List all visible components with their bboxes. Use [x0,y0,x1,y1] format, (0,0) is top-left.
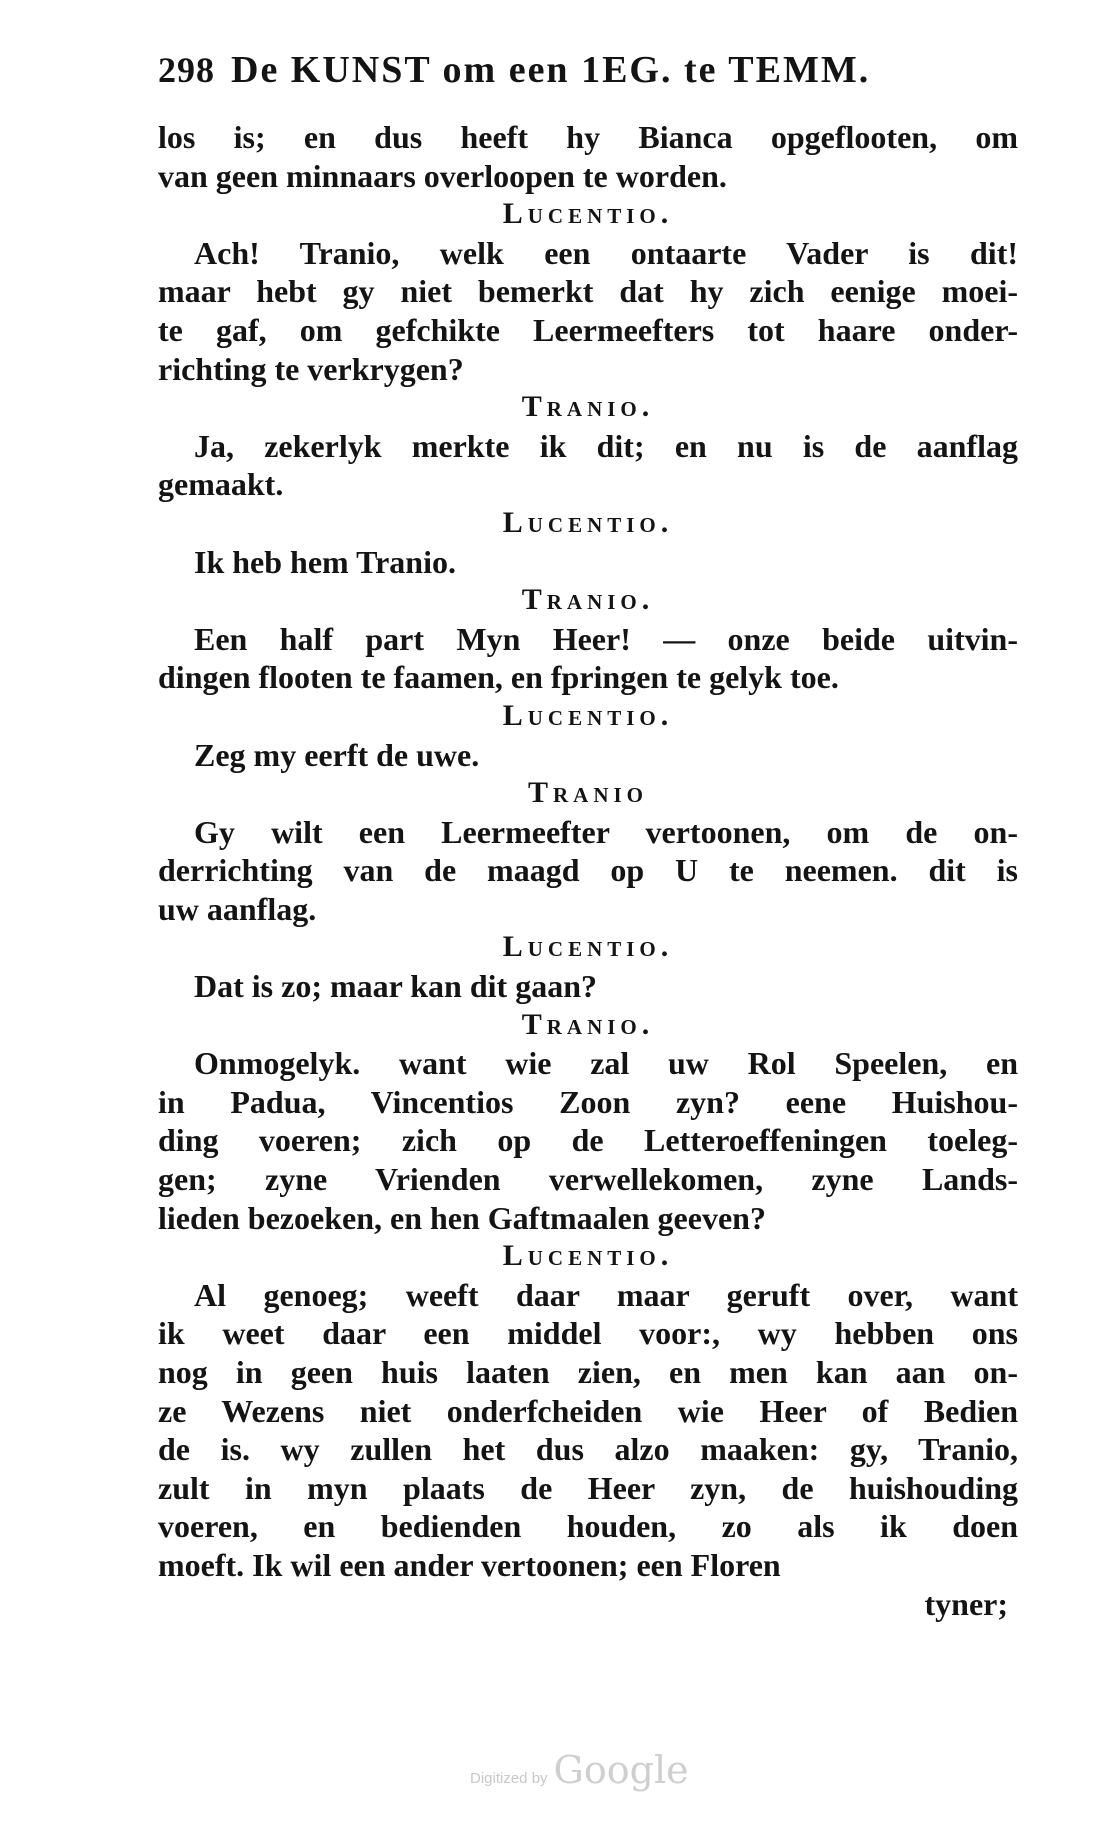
running-title: De KUNST om een 1EG. te TEMM. [231,49,871,91]
text-line: ding voeren; zich op de Letteroeffeningen toeleg- [158,1122,1018,1159]
catchword: tyner; [924,1585,1008,1622]
speaker-name: Lucentio. [502,698,674,732]
google-logo: Google [553,1748,689,1792]
text-line: Ik heb hem Tranio. [194,543,456,580]
speaker-name: Tranio. [521,390,655,424]
text-line: zult in myn plaats de Heer zyn, de huishouding [158,1469,1018,1506]
text-line: dingen flooten te faamen, en fpringen te gelyk toe. [158,659,839,696]
speaker-name: Lucentio. [502,1239,674,1273]
text-line: te gaf, om gefchikte Leermeefters tot haare onder- [158,311,1018,348]
text-line: Al genoeg; weeft daar maar geruft over, want [194,1276,1018,1313]
page-number: 298 [158,50,215,90]
text-line: Een half part Myn Heer! — onze beide uitvin- [194,620,1018,657]
running-head [158,48,1018,106]
speaker-name: Lucentio. [502,197,674,231]
text-line: voeren, en bedienden houden, zo als ik doen [158,1508,1018,1545]
speaker-name: Tranio. [521,583,655,617]
text-line: Onmogelyk. want wie zal uw Rol Speelen, en [194,1045,1018,1082]
text-line: Dat is zo; maar kan dit gaan? [194,968,597,1005]
speaker-name: Lucentio. [502,505,674,539]
digitization-watermark [470,1748,689,1792]
text-line: Gy wilt een Leermeefter vertoonen, om de on- [194,813,1018,850]
text-line: Ach! Tranio, welk een ontaarte Vader is dit! [194,234,1018,271]
play-text [158,118,1018,1623]
text-line: richting te verkrygen? [158,350,464,387]
text-line: Ja, zekerlyk merkte ik dit; en nu is de aanflag [194,427,1018,464]
speaker-name: Tranio [527,776,648,810]
text-line: in Padua, Vincentios Zoon zyn? eene Huishou- [158,1083,1018,1120]
text-line: gemaakt. [158,466,284,503]
watermark-prefix: Digitized by [470,1770,548,1787]
text-line: nog in geen huis laaten zien, en men kan aan on- [158,1354,1018,1390]
text-line: moeft. Ik wil een ander vertoonen; een Floren [158,1546,781,1583]
text-line: gen; zyne Vrienden verwellekomen, zyne Lands- [158,1161,1018,1198]
text-line: ze Wezens niet onderfcheiden wie Heer of Bedien [158,1392,1018,1429]
text-line: maar hebt gy niet bemerkt dat hy zich eenige moei- [158,273,1018,310]
text-line: de is. wy zullen het dus alzo maaken: gy, Tranio, [158,1431,1018,1468]
text-line: lieden bezoeken, en hen Gaftmaalen geeven? [158,1199,766,1236]
text-line: los is; en dus heeft hy Bianca opgeflooten, om [158,119,1018,155]
text-line: uw aanflag. [158,890,317,927]
text-line: van geen minnaars overloopen te worden. [158,157,727,194]
text-line: derrichting van de maagd op U te neemen. dit is [158,852,1018,889]
book-page [158,48,1018,1623]
speaker-name: Tranio. [521,1007,655,1041]
speaker-name: Lucentio. [502,930,674,964]
text-line: Zeg my eerft de uwe. [194,736,480,773]
text-line: ik weet daar een middel voor:, wy hebben ons [158,1315,1018,1352]
